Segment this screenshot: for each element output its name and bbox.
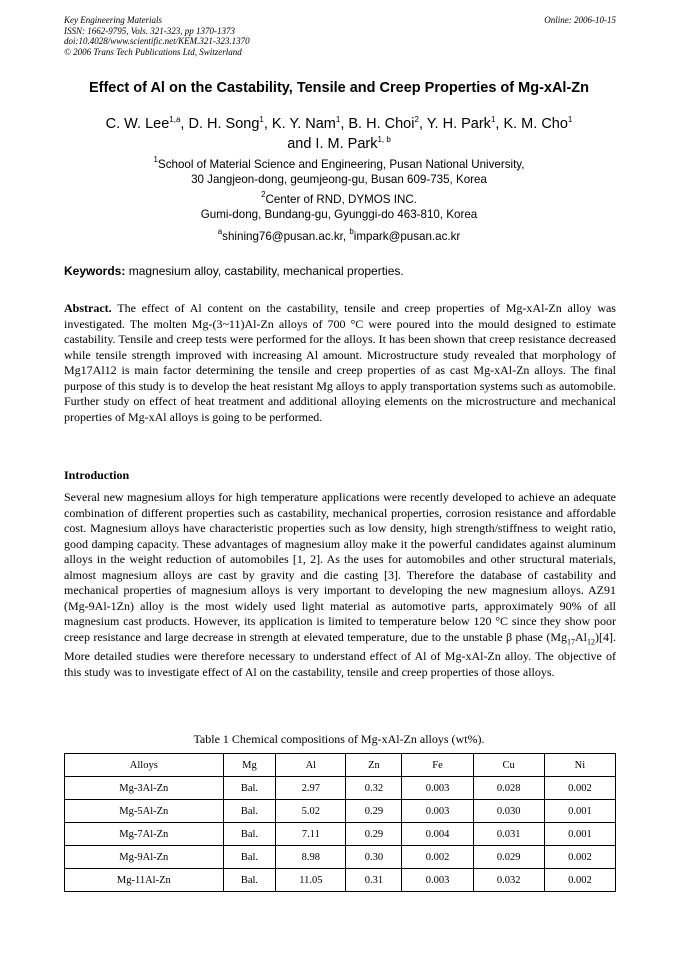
keywords-label: Keywords: <box>64 264 126 278</box>
table-cell: 2.97 <box>276 777 346 800</box>
keywords-text: magnesium alloy, castability, mechanical properties. <box>128 264 404 278</box>
table-cell: 5.02 <box>276 800 346 823</box>
composition-table <box>64 753 616 892</box>
table-cell: Mg-11Al-Zn <box>65 869 224 892</box>
author-sup: 1 <box>259 115 264 124</box>
table-cell: Mg-3Al-Zn <box>65 777 224 800</box>
authors-and: and <box>287 136 312 152</box>
formula-subscript: 12 <box>587 636 595 646</box>
table-caption: Table 1 Chemical compositions of Mg-xAl-Zn alloys (wt%). <box>193 732 485 746</box>
paper-title: Effect of Al on the Castability, Tensile and Creep Properties of Mg-xAl-Zn <box>88 80 590 96</box>
abstract-label: Abstract. <box>64 301 112 315</box>
author: Y. H. Park <box>426 116 491 132</box>
table-cell: Bal. <box>223 800 276 823</box>
table-cell: Mg-9Al-Zn <box>65 846 224 869</box>
column-header: Al <box>276 754 346 777</box>
email-address[interactable]: shining76@pusan.ac.kr <box>222 230 343 243</box>
author-sup: 1 <box>490 115 496 124</box>
introduction-heading: Introduction <box>64 468 130 482</box>
table-cell: 0.029 <box>473 846 544 869</box>
author-sup: 1,a <box>169 115 181 124</box>
table-cell: 0.031 <box>473 823 544 846</box>
table-cell: 11.05 <box>276 869 346 892</box>
author-sup: 1 <box>335 115 341 124</box>
table-row <box>65 846 616 869</box>
email-sup: b <box>349 227 354 236</box>
affiliation-1 <box>40 157 638 187</box>
affiliation-sup: 2 <box>261 190 266 199</box>
email-sup: a <box>217 227 223 236</box>
table-header-row <box>65 754 616 777</box>
column-header: Ni <box>544 754 615 777</box>
table-cell: 0.001 <box>544 823 615 846</box>
table-cell: Mg-7Al-Zn <box>65 823 224 846</box>
table-cell: 0.028 <box>473 777 544 800</box>
author-sup: 1 <box>567 115 573 124</box>
table-cell: Bal. <box>223 777 276 800</box>
table-cell: 0.003 <box>402 869 473 892</box>
table-cell: 0.002 <box>544 777 615 800</box>
table-cell: Bal. <box>223 823 276 846</box>
table-row <box>65 869 616 892</box>
intro-text: )[4]. More detailed studies were therefore necessary to understand effect of Al of Mg-xAl-Zn alloy. The objective of this study was to investigate effect of Al on the castability, tensile and creep properties of those alloys. <box>64 629 616 679</box>
table-cell: 0.29 <box>346 823 402 846</box>
affiliation-sup: 1 <box>153 155 158 164</box>
table-cell: 8.98 <box>276 846 346 869</box>
table-cell: 0.32 <box>346 777 402 800</box>
abstract <box>64 301 616 425</box>
issn-line: ISSN: 1662-9795, Vols. 321-323, pp 1370-1373 <box>64 25 235 36</box>
table-cell: 0.29 <box>346 800 402 823</box>
table-cell: 0.30 <box>346 846 402 869</box>
author-list: C. W. Lee$^{1,a}$, D. H. Song$^1$, K. Y. Nam$^1$, B. H. Choi$^2$, Y. H. Park$^1$, K. M. Cho$^1$ and I. M. Park$^{1, b}$ <box>105 115 573 152</box>
affiliation-line: Center of RND, DYMOS INC. <box>265 193 417 206</box>
email-address[interactable]: impark@pusan.ac.kr <box>353 230 461 243</box>
table-cell: 0.002 <box>402 846 473 869</box>
column-header: Alloys <box>65 754 224 777</box>
author-sup: 1, b <box>377 135 391 144</box>
table-cell: 7.11 <box>276 823 346 846</box>
affiliation-2 <box>40 192 638 222</box>
column-header: Mg <box>223 754 276 777</box>
author: C. W. Lee <box>105 116 170 132</box>
copyright-line: © 2006 Trans Tech Publications Ltd, Switzerland <box>64 46 242 57</box>
table-cell: 0.003 <box>402 800 473 823</box>
author: K. Y. Nam <box>271 116 336 132</box>
table-row <box>65 823 616 846</box>
keywords <box>64 264 616 278</box>
affiliation-line: 30 Jangjeon-dong, geumjeong-gu, Busan 609-735, Korea <box>191 173 487 186</box>
doi-line: doi:10.4028/www.scientific.net/KEM.321-323.1370 <box>64 36 250 46</box>
intro-text: Several new magnesium alloys for high temperature applications were recently developed to achieve an adequate combination of different properties such as castability, mechanical properties, corrosion resistance and affordable cost. Magnesium alloys have characteristic properties such as low density, high strength/stiffness to weight ratio, good damping capacity. These advantages of magnesium alloy make it the powerful candidates against aluminum alloys in the weight reduction of automobiles [1, 2]. As the uses for automobiles and other structural materials, almost magnesium alloys are cast by gravity and die casting [3]. Therefore the database of castability and mechanical properties of magnesium alloys is very important to developing the new magnesium alloys. AZ91 (Mg-9Al-1Zn) alloy is the most widely used light material as automotive parts, approximately 90% of all magnesium cast products. However, its application is limited to temperature below 120 °C since they show poor creep resistance and large decrease in strength at elevated temperature, due to the unstable β phase (Mg <box>64 490 616 644</box>
table-cell: 0.003 <box>402 777 473 800</box>
table-cell: 0.004 <box>402 823 473 846</box>
author: D. H. Song <box>188 116 260 132</box>
affiliation-line: School of Material Science and Engineering, Pusan National University, <box>157 158 525 171</box>
affiliation-line: Gumi-dong, Bundang-gu, Gyunggi-do 463-810, Korea <box>200 208 478 221</box>
introduction-paragraph <box>64 490 616 680</box>
author: I. M. Park <box>315 136 378 152</box>
formula-subscript: 17 <box>567 636 575 646</box>
author-sup: 2 <box>414 115 419 124</box>
email-line: $^a$shining76@pusan.ac.kr, $^b$impark@pusan.ac.kr <box>217 227 461 243</box>
abstract-text: The effect of Al content on the castability, tensile and creep properties of Mg-xAl-Zn alloy was investigated. The molten Mg-(3~11)Al-Zn alloys of 700 °C were poured into the mould designed to estimate castability. Tensile and creep tests were performed for the alloys. It has been shown that creep resistance decreased while tensile strength improved with increasing Al amount. Microstructure study revealed that morphology of Mg17Al12 is main factor determining the tensile and creep properties of as cast Mg-xAl-Zn alloys. The final purpose of this study is to develop the heat resistant Mg alloys to apply transportation systems such as automobile. Further study on effect of heat treatment and additional alloying elements on the microstructure and mechanical properties of Mg-xAl alloys is going to be performed. <box>64 301 616 424</box>
table-cell: Mg-5Al-Zn <box>65 800 224 823</box>
journal-header <box>64 15 616 57</box>
author: K. M. Cho <box>503 116 568 132</box>
table-cell: Bal. <box>223 846 276 869</box>
journal-name: Key Engineering Materials <box>64 15 162 25</box>
column-header: Fe <box>402 754 473 777</box>
table-cell: 0.030 <box>473 800 544 823</box>
table-cell: 0.032 <box>473 869 544 892</box>
formula-element: Al <box>575 629 587 644</box>
column-header: Zn <box>346 754 402 777</box>
table-row <box>65 800 616 823</box>
table-row <box>65 777 616 800</box>
online-date: Online: 2006-10-15 <box>544 15 616 25</box>
table-cell: 0.31 <box>346 869 402 892</box>
table-cell: 0.002 <box>544 846 615 869</box>
table-cell: 0.002 <box>544 869 615 892</box>
table-cell: Bal. <box>223 869 276 892</box>
column-header: Cu <box>473 754 544 777</box>
table-cell: 0.001 <box>544 800 615 823</box>
author: B. H. Choi <box>348 116 415 132</box>
